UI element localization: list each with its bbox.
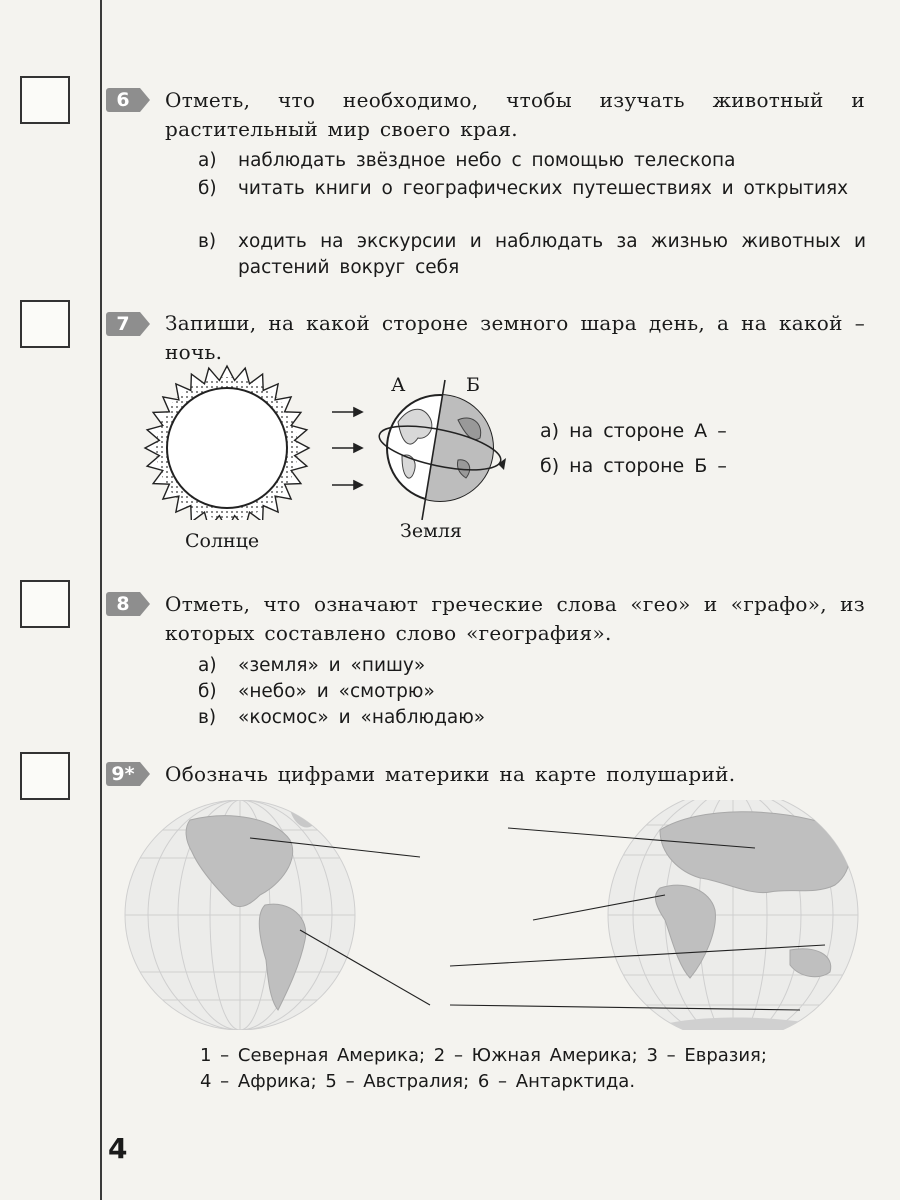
page-number: 4	[108, 1132, 128, 1165]
question-number-badge	[106, 592, 146, 616]
answer-side-a[interactable]: а) на стороне А –	[540, 420, 727, 442]
option-text: читать книги о географических путешествиях и открытиях	[238, 178, 849, 199]
option-text: наблюдать звёздное небо с помощью телескопа	[238, 150, 736, 171]
question-7-text: Запиши, на какой стороне земного шара день, а на какой – ночь.	[165, 311, 865, 364]
light-arrows-icon	[332, 408, 362, 489]
sun-icon	[145, 366, 309, 520]
option-text: «космос» и «наблюдаю»	[238, 707, 486, 728]
answer-box-q8[interactable]	[20, 580, 70, 628]
answer-side-b[interactable]: б) на стороне Б –	[540, 455, 727, 477]
answer-box-q9[interactable]	[20, 752, 70, 800]
option-label: в)	[198, 707, 217, 728]
question-number: 8	[116, 593, 130, 615]
sun-caption: Солнце	[185, 530, 260, 552]
question-6-text: Отметь, что необходимо, чтобы изучать животный и растительный мир своего края.	[165, 88, 865, 141]
question-number: 7	[116, 313, 130, 335]
earth-side-label-b: Б	[466, 374, 480, 396]
question-number-badge	[106, 762, 146, 786]
earth-side-label-a: А	[391, 374, 406, 396]
question-number: 6	[116, 89, 130, 111]
option-label: а)	[198, 655, 217, 676]
question-8-text: Отметь, что означают греческие слова «гео» и «графо», из которых составлено слово «география».	[165, 592, 865, 645]
western-hemisphere-icon	[125, 800, 355, 1030]
question-number-badge	[106, 88, 146, 112]
answer-box-q7[interactable]	[20, 300, 70, 348]
option-label: б)	[198, 681, 217, 702]
question-number-badge	[106, 312, 146, 336]
question-9-text: Обозначь цифрами материки на карте полушарий.	[165, 762, 736, 786]
option-label: в)	[198, 231, 217, 252]
option-text: «земля» и «пишу»	[238, 655, 426, 676]
question-number: 9*	[111, 763, 135, 785]
continents-legend-line-1: 1 – Северная Америка; 2 – Южная Америка; 3 – Евразия;	[200, 1045, 767, 1066]
earth-caption: Земля	[400, 520, 462, 542]
answer-box-q6[interactable]	[20, 76, 70, 124]
option-text: ходить на экскурсии и наблюдать за жизнью животных и растений вокруг себя	[238, 231, 866, 278]
earth-icon	[376, 380, 506, 520]
sun-earth-illustration	[140, 360, 520, 520]
eastern-hemisphere-icon	[608, 800, 858, 1030]
hemispheres-map	[100, 800, 860, 1030]
option-label: а)	[198, 150, 217, 171]
option-label: б)	[198, 178, 217, 199]
option-text: «небо» и «смотрю»	[238, 681, 435, 702]
continents-legend-line-2: 4 – Африка; 5 – Австралия; 6 – Антарктида.	[200, 1071, 636, 1092]
